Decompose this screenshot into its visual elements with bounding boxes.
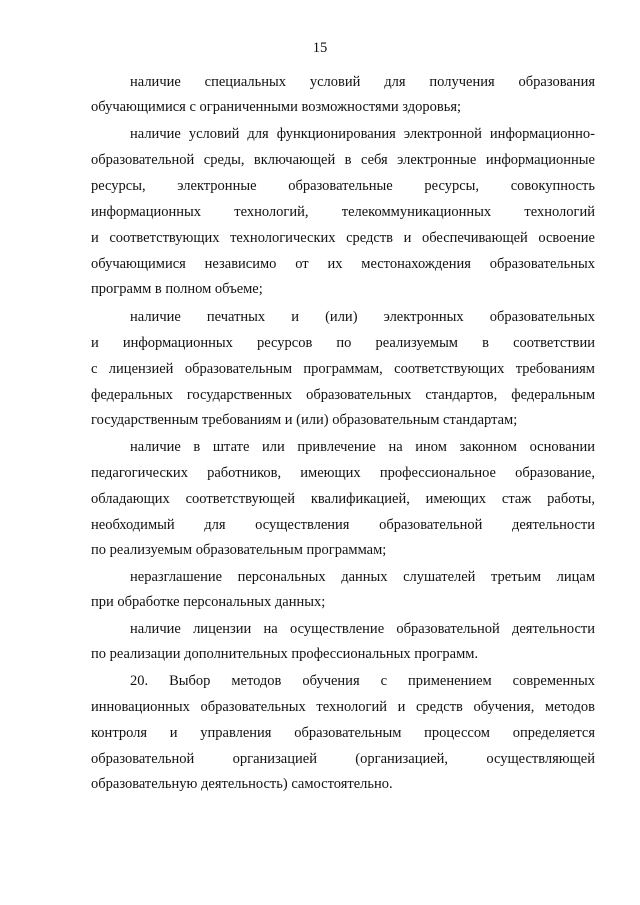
text-line: образовательной организацией (организацией, осуществляющей [91,751,595,767]
text-line: образовательную деятельность) самостоятельно. [91,776,393,792]
text-line: наличие специальных условий для получения образования [130,74,595,90]
text-line: наличие условий для функционирования электронной информационно- [130,126,595,142]
text-line: при обработке персональных данных; [91,594,326,610]
text-line: наличие в штате или привлечение на ином законном основании [130,439,595,455]
text-line: инновационных образовательных технологий и средств обучения, методов [91,699,595,715]
text-line: ресурсы, электронные образовательные ресурсы, совокупность [91,178,595,194]
text-line: с лицензией образовательным программам, соответствующих требованиям [91,361,595,377]
text-line: и соответствующих технологических средств и обеспечивающей освоение [91,230,595,246]
text-line: программ в полном объеме; [91,281,263,297]
page-number: 15 [312,40,328,56]
text-line: наличие лицензии на осуществление образовательной деятельности [130,621,595,637]
text-line: по реализуемым образовательным программам; [91,542,387,558]
text-line: необходимый для осуществления образовательной деятельности [91,517,595,533]
text-line: контроля и управления образовательным процессом определяется [91,725,595,741]
text-line: обучающимися независимо от их местонахождения образовательных [91,256,595,272]
text-line: по реализации дополнительных профессиональных программ. [91,646,479,662]
text-line: федеральных государственных образовательных стандартов, федеральным [91,387,595,403]
text-line: педагогических работников, имеющих профессиональное образование, [91,465,595,481]
text-line: неразглашение персональных данных слушателей третьим лицам [130,569,595,585]
text-line: обладающих соответствующей квалификацией, имеющих стаж работы, [91,491,595,507]
text-line: 20. Выбор методов обучения с применением современных [130,673,595,689]
text-line: государственным требованиям и (или) образовательным стандартам; [91,412,518,428]
text-line: и информационных ресурсов по реализуемым в соответствии [91,335,595,351]
text-line: наличие печатных и (или) электронных образовательных [130,309,595,325]
text-line: информационных технологий, телекоммуникационных технологий [91,204,595,220]
text-line: образовательной среды, включающей в себя электронные информационные [91,152,595,168]
text-line: обучающимися с ограниченными возможностями здоровья; [91,99,462,115]
